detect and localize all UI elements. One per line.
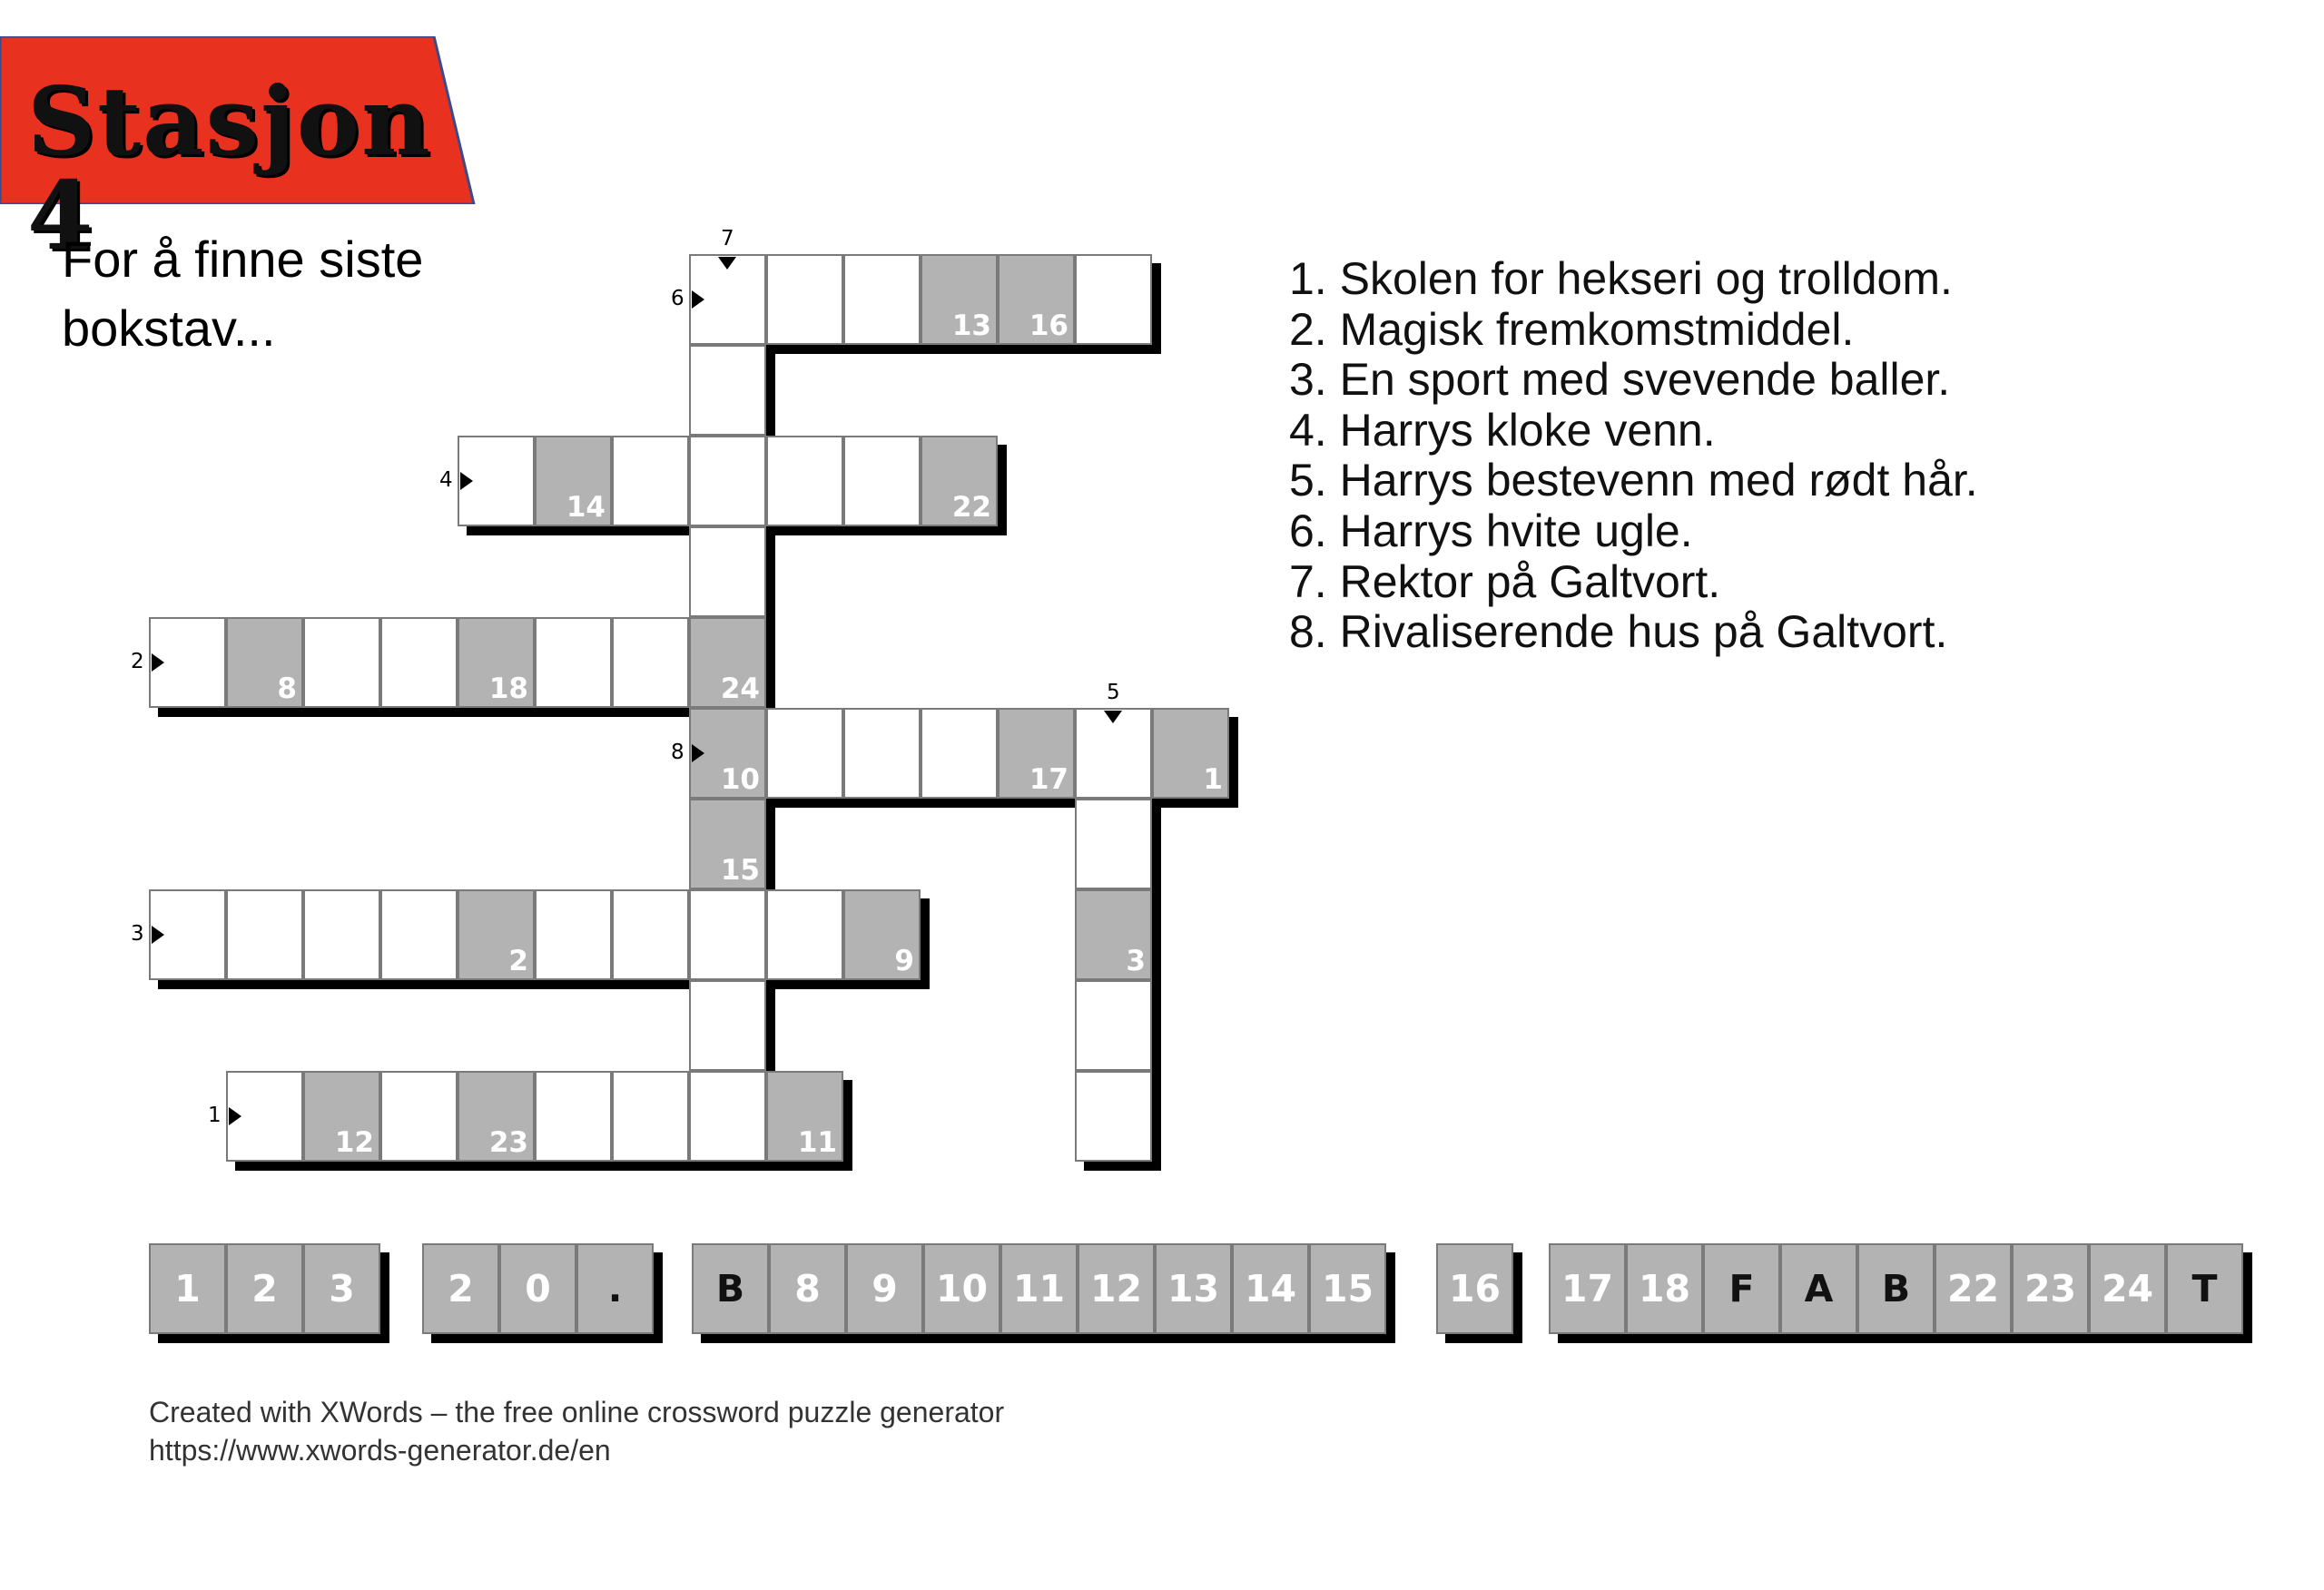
instruction-text: For å finne siste bokstav... [62, 231, 424, 357]
clue-3: 3. En sport med svevende baller. [1289, 354, 1951, 406]
answer-cell[interactable]: 23 [2012, 1243, 2089, 1334]
answer-cell[interactable]: 15 [1309, 1243, 1386, 1334]
answer-cell[interactable]: 9 [846, 1243, 923, 1334]
clue-4: 4. Harrys kloke venn. [1289, 404, 1716, 456]
clue-number-7: 7 [721, 227, 734, 250]
cell-index-number: 24 [720, 672, 760, 705]
answer-cell[interactable]: 8 [769, 1243, 846, 1334]
answer-cell[interactable]: 12 [1078, 1243, 1155, 1334]
answer-cell[interactable]: 18 [1626, 1243, 1703, 1334]
cell-index-number: 14 [566, 491, 606, 524]
answer-cell[interactable]: B [692, 1243, 769, 1334]
clue-number-6: 6 [671, 287, 684, 310]
cell-index-number: 13 [951, 309, 991, 342]
answer-cell[interactable]: 14 [1232, 1243, 1309, 1334]
cell-index-number: 11 [797, 1126, 837, 1159]
answer-cell[interactable]: 22 [1935, 1243, 2012, 1334]
cell-index-number: 23 [488, 1126, 528, 1159]
answer-cell[interactable]: 17 [1549, 1243, 1626, 1334]
clue-5: 5. Harrys bestevenn med rødt hår. [1289, 455, 1978, 506]
answer-cell[interactable]: F [1703, 1243, 1780, 1334]
clue-number-1: 1 [208, 1104, 222, 1127]
answer-cell[interactable]: 2 [422, 1243, 499, 1334]
cell-index-number: 2 [508, 945, 528, 977]
cell-index-number: 15 [720, 854, 760, 887]
clue-1: 1. Skolen for hekseri og trolldom. [1289, 253, 1953, 304]
answer-cell[interactable]: B [1857, 1243, 1935, 1334]
cell-index-number: 3 [1126, 945, 1146, 977]
clue-number-2: 2 [131, 650, 144, 673]
answer-cell[interactable]: T [2166, 1243, 2243, 1334]
credit-url: https://www.xwords-generator.de/en [149, 1434, 611, 1467]
clue-6: 6. Harrys hvite ugle. [1289, 505, 1693, 556]
credit [149, 1393, 1004, 1469]
clue-number-3: 3 [131, 922, 144, 946]
answer-cell[interactable]: 16 [1436, 1243, 1513, 1334]
answer-cell[interactable]: A [1780, 1243, 1857, 1334]
answer-cell[interactable]: 10 [923, 1243, 1000, 1334]
clue-number-4: 4 [439, 468, 453, 492]
clue-number-8: 8 [671, 741, 684, 764]
answer-cell[interactable]: 24 [2089, 1243, 2166, 1334]
cell-index-number: 22 [951, 491, 991, 524]
answer-cell[interactable]: . [576, 1243, 654, 1334]
cell-index-number: 17 [1029, 763, 1068, 796]
cell-index-number: 12 [334, 1126, 374, 1159]
credit-line-1: Created with XWords – the free online crossword puzzle generator [149, 1396, 1005, 1428]
cell-index-number: 8 [277, 672, 297, 705]
cell-index-number: 1 [1203, 763, 1223, 796]
answer-cell[interactable]: 2 [226, 1243, 303, 1334]
clue-7: 7. Rektor på Galtvort. [1289, 555, 1721, 607]
answer-cell[interactable]: 1 [149, 1243, 226, 1334]
cell-index-number: 18 [488, 672, 528, 705]
cell-index-number: 9 [894, 945, 914, 977]
answer-cell[interactable]: 13 [1155, 1243, 1232, 1334]
cell-index-number: 10 [720, 763, 760, 796]
clue-2: 2. Magisk fremkomstmiddel. [1289, 303, 1855, 355]
cell-index-number: 16 [1029, 309, 1068, 342]
answer-cell[interactable]: 11 [1000, 1243, 1078, 1334]
answer-cell[interactable]: 3 [303, 1243, 380, 1334]
answer-cell[interactable]: 0 [499, 1243, 576, 1334]
clue-number-5: 5 [1107, 681, 1120, 704]
clue-8: 8. Rivaliserende hus på Galtvort. [1289, 606, 1948, 658]
station-title: Stasjon 4 [27, 65, 432, 271]
